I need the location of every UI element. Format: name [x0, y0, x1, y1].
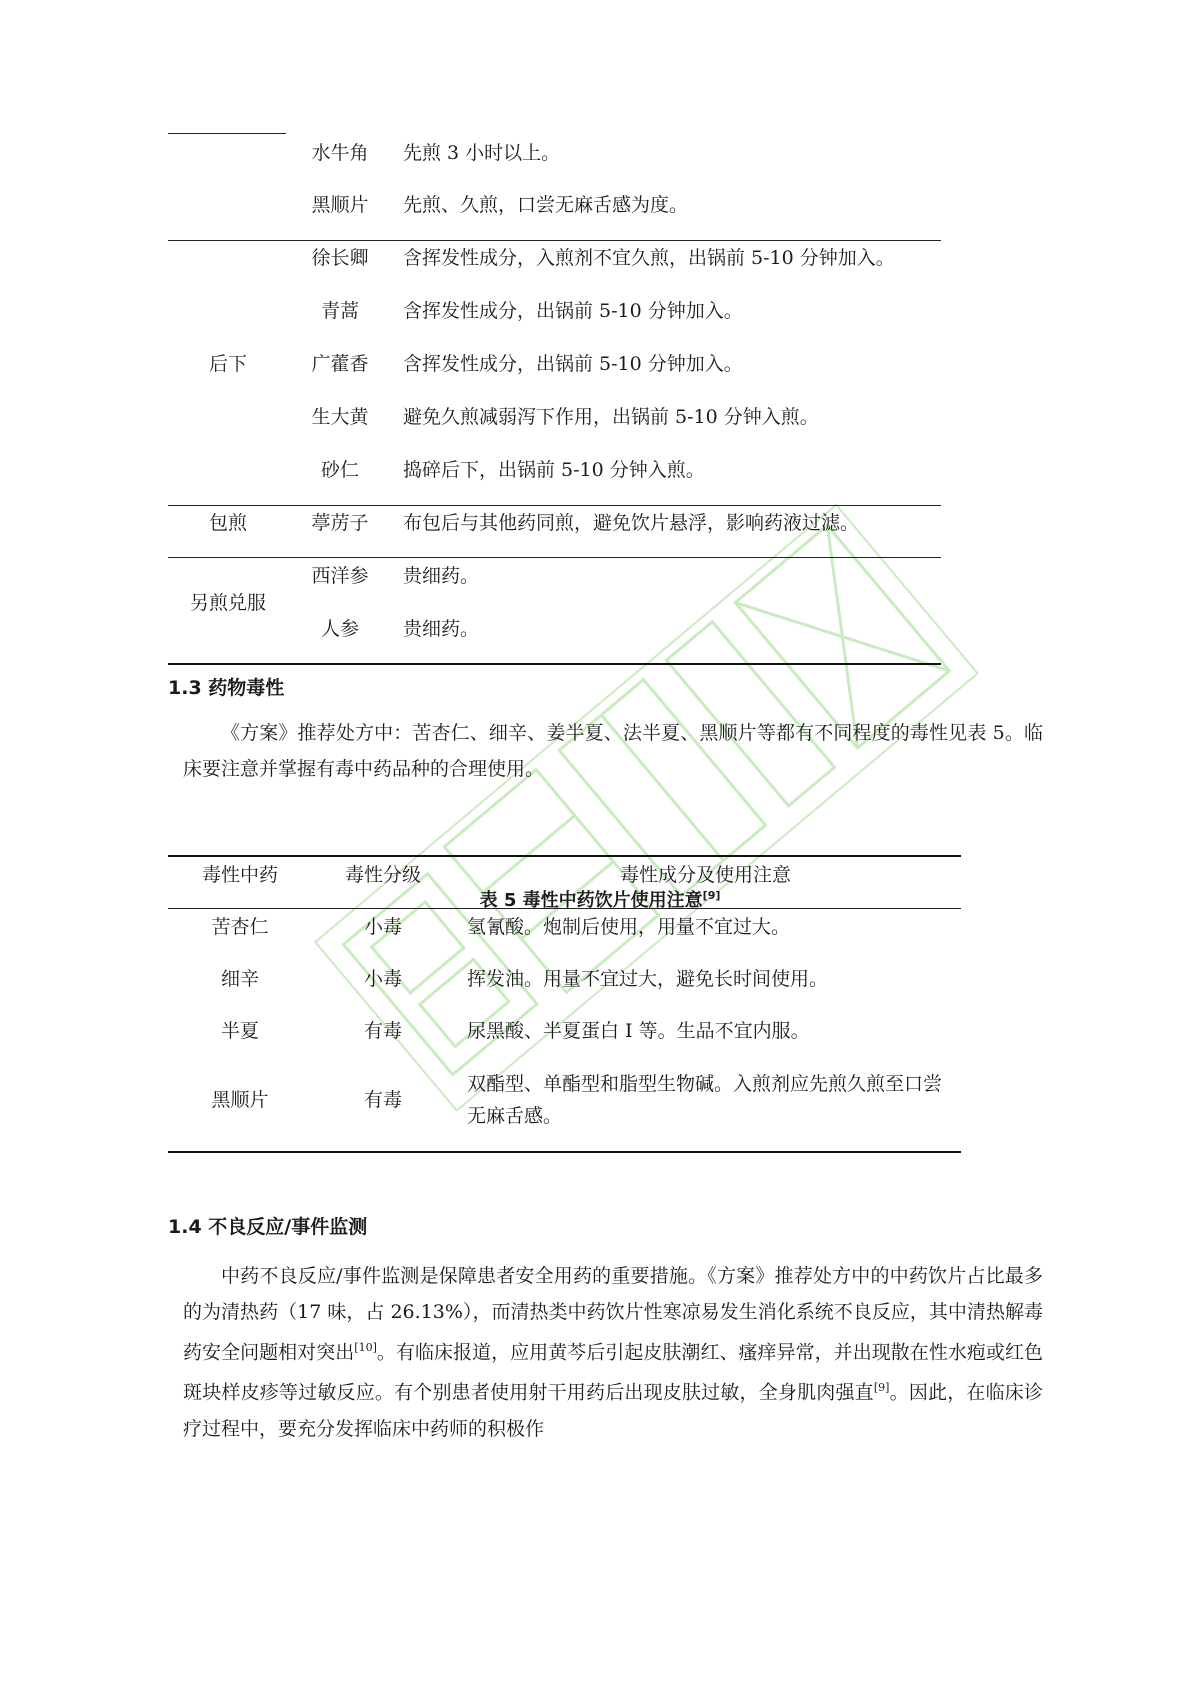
table4-herb: 水牛角: [311, 142, 369, 164]
table5-top-rule: [168, 855, 961, 857]
table5-header-note: 毒性成分及使用注意: [620, 864, 792, 886]
table4-note: 先煎、久煎，口尝无麻舌感为度。: [403, 194, 689, 216]
table5-level: 有毒: [363, 1020, 402, 1042]
table4-bottom-rule: [168, 663, 941, 665]
table4-herb: 青蒿: [320, 300, 359, 322]
table5-bottom-rule: [168, 1151, 961, 1153]
table4-group-rule: [168, 240, 941, 241]
table5-note-line1: 双酯型、单酯型和脂型生物碱。入煎剂应先煎久煎至口尝: [467, 1073, 943, 1095]
paragraph-text: [183, 1258, 1043, 1447]
table-top-short-rule: [168, 133, 286, 134]
citation-ref: [9]: [873, 1381, 890, 1395]
table4-note: 含挥发性成分，入煎剂不宜久煎，出锅前 5-10 分钟加入。: [403, 247, 895, 269]
table4-note: 贵细药。: [403, 618, 480, 640]
table5-level: 小毒: [363, 968, 402, 990]
table4-group-rule: [168, 505, 941, 506]
section-heading-1-4: 1.4 不良反应/事件监测: [168, 1216, 368, 1238]
table4-category: 后下: [208, 353, 247, 375]
table5-note: 挥发油。用量不宜过大，避免长时间使用。: [467, 968, 829, 990]
table4-note: 含挥发性成分，出锅前 5-10 分钟加入。: [403, 353, 743, 375]
table5-level: 有毒: [363, 1089, 402, 1111]
table5-drug: 苦杏仁: [211, 916, 269, 938]
citation-ref: [10]: [354, 1341, 377, 1354]
table4-herb: 黑顺片: [311, 194, 369, 216]
table4-note: 捣碎后下，出锅前 5-10 分钟入煎。: [403, 459, 705, 481]
table4-note: 含挥发性成分，出锅前 5-10 分钟加入。: [403, 300, 743, 322]
table4-herb: 人参: [320, 618, 359, 640]
table5-drug: 细辛: [220, 968, 259, 990]
table4-herb: 广藿香: [311, 353, 369, 375]
section-1-3-paragraph: [183, 715, 1043, 787]
table4-herb: 西洋参: [311, 565, 369, 587]
table5-header-rule: [168, 908, 961, 909]
table4-herb: 砂仁: [320, 459, 359, 481]
table4-category: 另煎兑服: [189, 592, 266, 614]
table5-note: 尿黑酸、半夏蛋白 I 等。生品不宜内服。: [467, 1020, 810, 1042]
paragraph-part: 。有临床报道，应用黄芩后引起皮肤潮红、瘙痒异常，并出现散在性水疱或红色斑块样皮疹等过敏反应。有个别患者使用射干用药后出现皮肤过敏，全身肌肉强直: [183, 1341, 1043, 1404]
table5-caption-ref: [9]: [702, 889, 721, 902]
paragraph-part: 中药不良反应/事件监测是保障患者安全用药的重要措施。《方案》推荐处方中的中药饮片占比最多的为清热药（17 味，占 26.13%），而清热类中药饮片性寒凉易发生消化系统不良反应，其中清热解毒药安全问题相对突出: [183, 1265, 1043, 1364]
table5-note-line2: 无麻舌感。: [467, 1105, 563, 1127]
table4-note: 布包后与其他药同煎，避免饮片悬浮，影响药液过滤。: [403, 512, 860, 534]
table4-note: 避免久煎减弱泻下作用，出锅前 5-10 分钟入煎。: [403, 406, 819, 428]
table4-herb: 徐长卿: [311, 247, 369, 269]
paragraph-part: 。因此，在临床诊疗过程中，要充分发挥临床中药师的积极作: [183, 1381, 1043, 1440]
table5-drug: 半夏: [220, 1020, 259, 1042]
table5-note: 氢氰酸。炮制后使用，用量不宜过大。: [467, 916, 791, 938]
table4-note: 贵细药。: [403, 565, 480, 587]
table4-category: 包煎: [208, 512, 247, 534]
table5-header-level: 毒性分级: [344, 864, 421, 886]
table5-caption-text: 表 5 毒性中药饮片使用注意: [479, 890, 703, 911]
section-1-4-paragraph: [183, 1258, 1043, 1447]
paragraph-text: 《方案》推荐处方中：苦杏仁、细辛、姜半夏、法半夏、黑顺片等都有不同程度的毒性见表 5。临床要注意并掌握有毒中药品种的合理使用。: [183, 722, 1043, 780]
table4-group-rule: [168, 557, 941, 558]
table4-herb: 葶苈子: [311, 512, 369, 534]
table5-drug: 黑顺片: [211, 1089, 269, 1111]
table4-herb: 生大黄: [311, 406, 369, 428]
section-heading-1-3: 1.3 药物毒性: [168, 677, 285, 699]
table5-header-drug: 毒性中药: [201, 864, 278, 886]
table5-level: 小毒: [363, 916, 402, 938]
table4-note: 先煎 3 小时以上。: [403, 142, 561, 164]
